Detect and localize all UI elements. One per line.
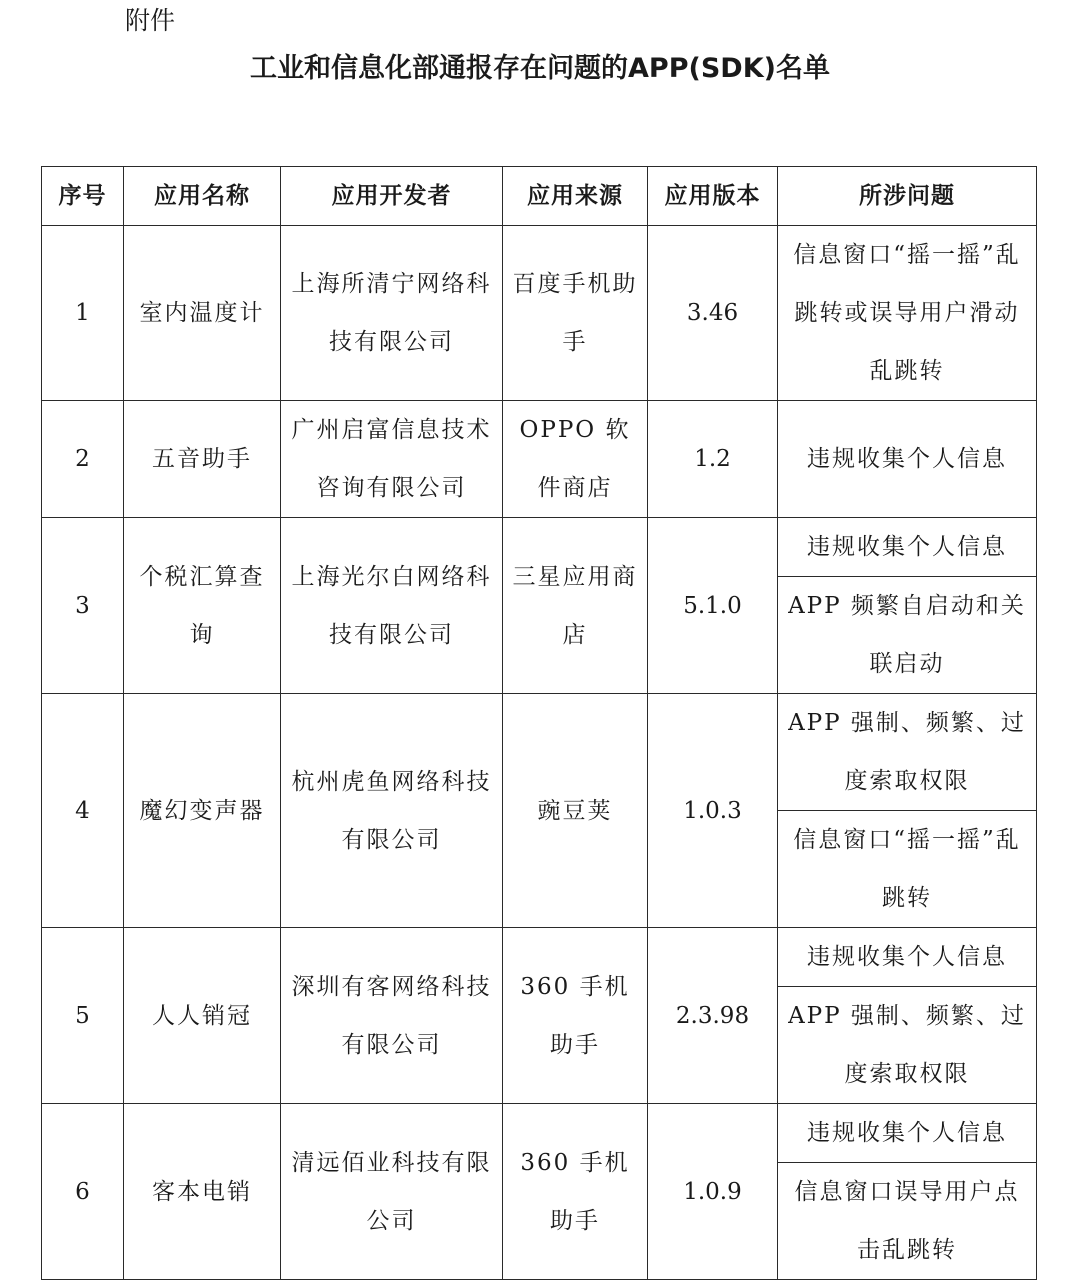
- table-header-row: [42, 167, 1037, 226]
- app-issue: APP 强制、频繁、过度索取权限: [778, 694, 1037, 811]
- table-row: [42, 928, 1037, 987]
- app-name: 个税汇算查询: [124, 518, 281, 694]
- app-issue: 违规收集个人信息: [778, 1104, 1037, 1163]
- attachment-label: 附件: [125, 6, 176, 35]
- app-issue: APP 频繁自启动和关联启动: [778, 577, 1037, 694]
- app-developer: 上海所清宁网络科技有限公司: [281, 226, 503, 401]
- app-source: 百度手机助手: [503, 226, 648, 401]
- row-index: 5: [42, 928, 124, 1104]
- app-developer: 广州启富信息技术咨询有限公司: [281, 401, 503, 518]
- app-source: 360 手机助手: [503, 1104, 648, 1280]
- app-issue: 违规收集个人信息: [778, 928, 1037, 987]
- app-version: 1.0.9: [648, 1104, 778, 1280]
- row-index: 2: [42, 401, 124, 518]
- app-version: 5.1.0: [648, 518, 778, 694]
- table-row: [42, 401, 1037, 518]
- app-issue: 违规收集个人信息: [778, 518, 1037, 577]
- column-header-version: 应用版本: [648, 167, 778, 226]
- app-list-table: [41, 166, 1037, 1280]
- app-source: 三星应用商店: [503, 518, 648, 694]
- app-issue: APP 强制、频繁、过度索取权限: [778, 987, 1037, 1104]
- app-issue: 信息窗口“摇一摇”乱跳转: [778, 811, 1037, 928]
- app-developer: 清远佰业科技有限公司: [281, 1104, 503, 1280]
- app-name: 室内温度计: [124, 226, 281, 401]
- app-issue: 信息窗口误导用户点击乱跳转: [778, 1163, 1037, 1280]
- column-header-name: 应用名称: [124, 167, 281, 226]
- column-header-developer: 应用开发者: [281, 167, 503, 226]
- row-index: 6: [42, 1104, 124, 1280]
- app-name: 客本电销: [124, 1104, 281, 1280]
- app-version: 3.46: [648, 226, 778, 401]
- app-source: 360 手机助手: [503, 928, 648, 1104]
- app-name: 人人销冠: [124, 928, 281, 1104]
- table-row: [42, 694, 1037, 811]
- table-row: [42, 226, 1037, 401]
- app-developer: 深圳有客网络科技有限公司: [281, 928, 503, 1104]
- page-title: 工业和信息化部通报存在问题的APP(SDK)名单: [250, 53, 830, 84]
- app-version: 1.0.3: [648, 694, 778, 928]
- table-row: [42, 518, 1037, 577]
- column-header-issues: 所涉问题: [778, 167, 1037, 226]
- app-name: 魔幻变声器: [124, 694, 281, 928]
- table-row: [42, 1104, 1037, 1163]
- app-developer: 杭州虎鱼网络科技有限公司: [281, 694, 503, 928]
- app-issue: 信息窗口“摇一摇”乱跳转或误导用户滑动乱跳转: [778, 226, 1037, 401]
- column-header-index: 序号: [42, 167, 124, 226]
- app-version: 1.2: [648, 401, 778, 518]
- app-source: 豌豆荚: [503, 694, 648, 928]
- row-index: 4: [42, 694, 124, 928]
- app-name: 五音助手: [124, 401, 281, 518]
- app-source: OPPO 软件商店: [503, 401, 648, 518]
- column-header-source: 应用来源: [503, 167, 648, 226]
- app-issue: 违规收集个人信息: [778, 401, 1037, 518]
- row-index: 3: [42, 518, 124, 694]
- app-developer: 上海光尔白网络科技有限公司: [281, 518, 503, 694]
- app-version: 2.3.98: [648, 928, 778, 1104]
- row-index: 1: [42, 226, 124, 401]
